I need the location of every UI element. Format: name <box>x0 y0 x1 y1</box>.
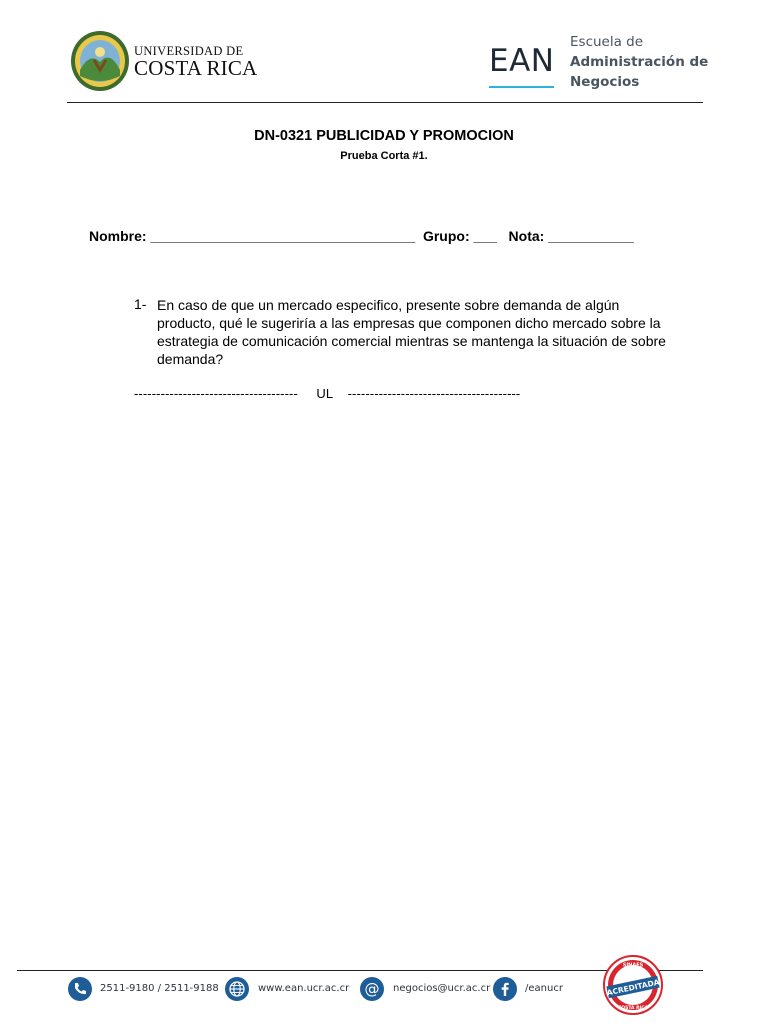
badge-main-text: ACREDITADA <box>605 977 661 998</box>
document-subtitle: Prueba Corta #1. <box>340 150 428 162</box>
university-name-line2: COSTA RICA <box>134 56 258 80</box>
sinaes-accreditation-badge <box>603 954 663 1016</box>
school-name <box>570 32 708 92</box>
student-info-line: Nombre: __________________________________ Grupo: ___ Nota: ___________ <box>89 228 634 244</box>
school-name-line2: Administración de <box>570 54 709 70</box>
svg-text:@: @ <box>364 980 380 998</box>
university-name-line1: UNIVERSIDAD DE <box>134 44 244 58</box>
footer-facebook[interactable]: /eanucr <box>525 983 563 994</box>
school-name-line1: Escuela de <box>570 34 644 50</box>
ean-logo: EAN <box>489 43 555 79</box>
question-text: En caso de que un mercado especifico, presente sobre demanda de algún producto, qué le sugeriría a las empresas que componen dicho mercado sobre la estrategia de comunicación comercial mientras se mantenga la situación de sobre demanda? <box>157 297 666 367</box>
globe-icon <box>224 976 250 1002</box>
document-title: DN-0321 PUBLICIDAD Y PROMOCION <box>254 128 514 144</box>
school-name-line3: Negocios <box>570 74 640 90</box>
footer-phone: 2511-9180 / 2511-9188 <box>100 983 219 994</box>
badge-bottom-text: COSTA RICA <box>617 1006 649 1011</box>
facebook-icon <box>492 976 518 1002</box>
footer-website[interactable]: www.ean.ucr.ac.cr <box>258 983 350 994</box>
question-number: 1- <box>134 296 147 312</box>
phone-icon <box>67 976 93 1002</box>
at-sign-icon <box>359 976 385 1002</box>
ean-logo-underline <box>489 86 554 88</box>
footer-divider <box>17 970 703 971</box>
header-divider <box>67 102 703 103</box>
question-divider: ------------------------------------- UL --------------------------------------- <box>134 386 521 401</box>
university-name <box>134 44 257 78</box>
footer-email[interactable]: negocios@ucr.ac.cr <box>393 983 491 994</box>
university-seal-icon <box>70 30 130 92</box>
badge-top-text: SINAES <box>622 962 644 969</box>
